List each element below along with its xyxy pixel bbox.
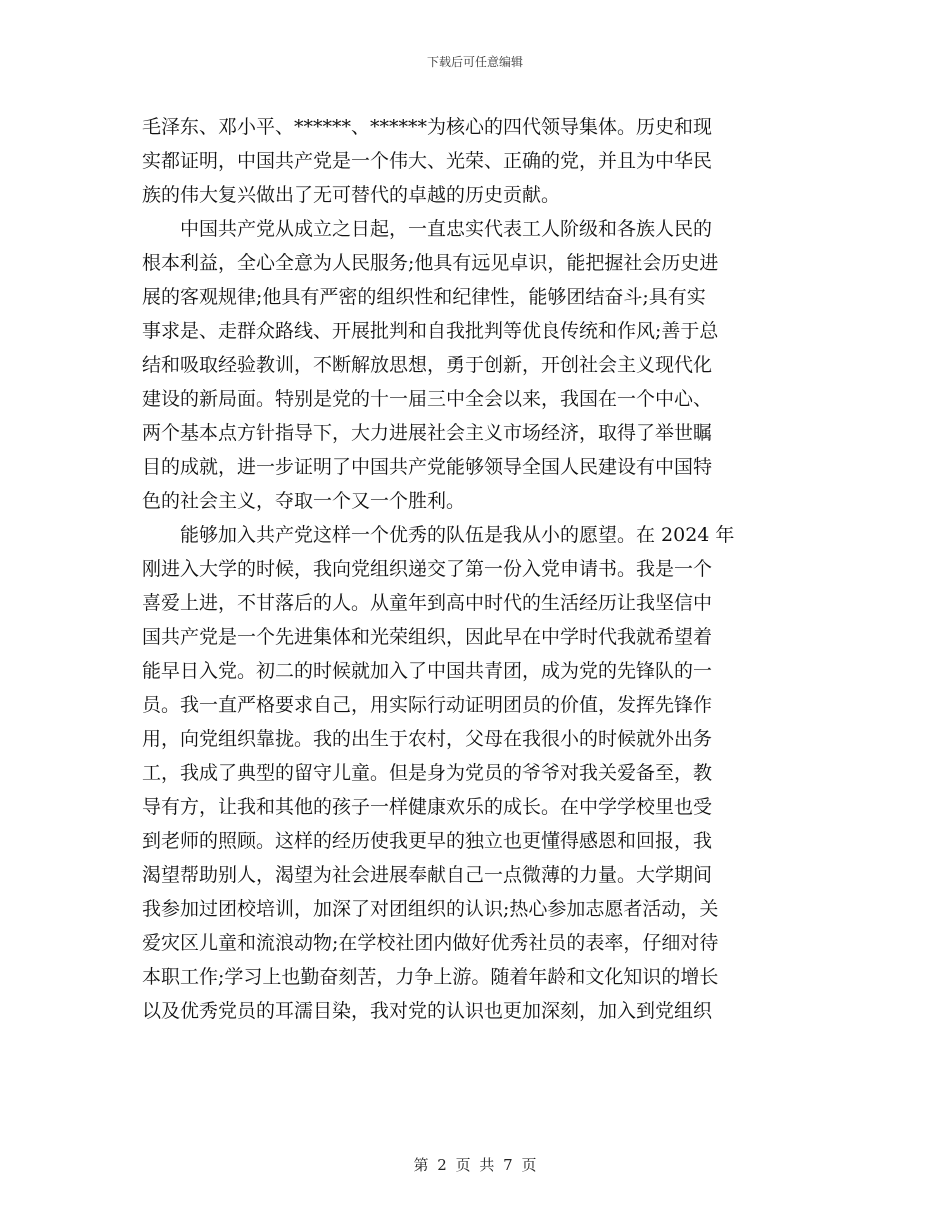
text-line: 根本利益，全心全意为人民服务;他具有远见卓识，能把握社会历史进 <box>142 252 719 274</box>
text-line: 到老师的照顾。这样的经历使我更早的独立也更懂得感恩和回报，我 <box>142 830 713 852</box>
text-line: 族的伟大复兴做出了无可替代的卓越的历史贡献。 <box>142 184 561 206</box>
text-line: 结和吸取经验教训，不断解放思想，勇于创新，开创社会主义现代化 <box>142 354 713 376</box>
text-line: 毛泽东、邓小平、******、******为核心的四代领导集体。历史和现 <box>142 116 713 138</box>
text-line: 导有方，让我和其他的孩子一样健康欢乐的成长。在中学学校里也受 <box>142 796 713 818</box>
text-line: 能早日入党。初二的时候就加入了中国共青团，成为党的先锋队的一 <box>142 660 713 682</box>
text-line: 我参加过团校培训，加深了对团组织的认识;热心参加志愿者活动，关 <box>142 898 719 920</box>
page-footer: 第 2 页 共 7 页 <box>413 1156 537 1174</box>
text-line: 两个基本点方针指导下，大力进展社会主义市场经济，取得了举世瞩 <box>142 422 713 444</box>
text-line: 实都证明，中国共产党是一个伟大、光荣、正确的党，并且为中华民 <box>142 150 713 172</box>
text-line: 事求是、走群众路线、开展批判和自我批判等优良传统和作风;善于总 <box>142 320 719 342</box>
page-header: 下载后可任意编辑 <box>426 55 523 69</box>
text-line: 以及优秀党员的耳濡目染，我对党的认识也更加深刻，加入到党组织 <box>142 1000 713 1022</box>
text-line: 中国共产党从成立之日起，一直忠实代表工人阶级和各族人民的 <box>142 218 713 240</box>
text-line: 员。我一直严格要求自己，用实际行动证明团员的价值，发挥先锋作 <box>142 694 713 716</box>
text-line: 能够加入共产党这样一个优秀的队伍是我从小的愿望。在 2024 年 <box>142 524 735 546</box>
text-line: 工，我成了典型的留守儿童。但是身为党员的爷爷对我关爱备至，教 <box>142 762 713 784</box>
document-body <box>142 110 808 1028</box>
text-line: 本职工作;学习上也勤奋刻苦，力争上游。随着年龄和文化知识的增长 <box>142 966 719 988</box>
text-line: 用，向党组织靠拢。我的出生于农村，父母在我很小的时候就外出务 <box>142 728 713 750</box>
text-line: 目的成就，进一步证明了中国共产党能够领导全国人民建设有中国特 <box>142 456 713 478</box>
text-line: 国共产党是一个先进集体和光荣组织，因此早在中学时代我就希望着 <box>142 626 713 648</box>
text-line: 刚进入大学的时候，我向党组织递交了第一份入党申请书。我是一个 <box>142 558 713 580</box>
text-line: 喜爱上进，不甘落后的人。从童年到高中时代的生活经历让我坚信中 <box>142 592 713 614</box>
text-line: 建设的新局面。特别是党的十一届三中全会以来，我国在一个中心、 <box>142 388 713 410</box>
text-line: 渴望帮助别人，渴望为社会进展奉献自己一点微薄的力量。大学期间 <box>142 864 713 886</box>
text-line: 色的社会主义，夺取一个又一个胜利。 <box>142 490 466 512</box>
text-line: 爱灾区儿童和流浪动物;在学校社团内做好优秀社员的表率，仔细对待 <box>142 932 719 954</box>
text-line: 展的客观规律;他具有严密的组织性和纪律性，能够团结奋斗;具有实 <box>142 286 706 308</box>
